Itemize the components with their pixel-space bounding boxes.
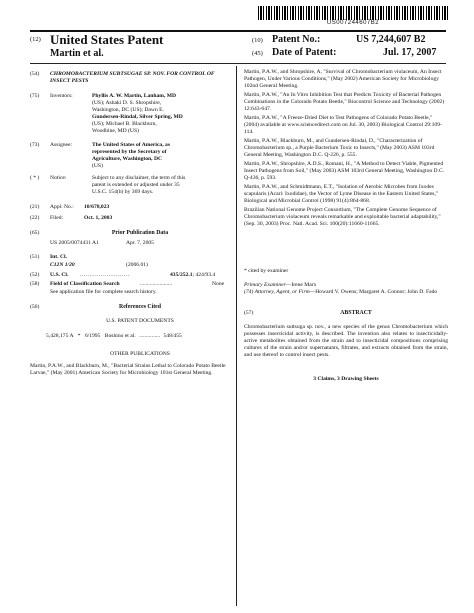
patent-no-label: Patent No.: (272, 34, 321, 45)
f54-code: (54) (30, 71, 40, 77)
assignee-label: Assignee: (50, 142, 73, 148)
examiners (244, 282, 448, 296)
field-search-note: See application file for complete search history. (50, 289, 157, 295)
claims-summary: 3 Claims, 3 Drawing Sheets (313, 376, 379, 382)
authors: Martin et al. (50, 48, 104, 59)
inventors-label: Inventors: (50, 93, 73, 99)
int-cl-label: Int. Cl. (50, 254, 67, 260)
assignee-value (92, 142, 232, 170)
column-divider (236, 66, 237, 606)
other-pubs-title: OTHER PUBLICATIONS (110, 351, 170, 357)
abstract-text: Chromobacterium suttsuga sp. nov., a new species of the genus Chromobacterium which possesses insecticidal activity, is described. The invention also relates to insecticidally-active metabolites obtained from the strain and to insecticidal compositions comprising cultures of the strain and/or supernatants, filtrates, and extracts obtained from the strain, and use thereof to control insect pests. (244, 324, 448, 358)
reference-item: Martin, P.A.W., Blackburn, M., and Gundersen-Rindal, D., "Characterization of Chromobacterium sp., a Purple Bacterium Toxic to Insects," (May 2003) ASM 103rd General Meeting, Washington D.C. Q-226, p. 555. (244, 138, 435, 158)
invention-title-text: CHROMOBACTERIUM SUBTSUGAE SP. NOV. FOR CONTROL OF INSECT PESTS (50, 71, 215, 84)
f56-code: (56) (30, 304, 40, 310)
notice-line: U.S.C. 154(b) by 369 days. (92, 189, 154, 195)
us-doc-class: 548/455 (163, 333, 182, 339)
prior-pub-date: Apr. 7, 2005 (126, 240, 154, 246)
us-cl-rest: ; 424/93.4 (192, 272, 216, 278)
us-doc-number: 5,428,175 A (46, 333, 74, 339)
us-doc-dots: ............... (139, 333, 161, 339)
f22-code: (22) (30, 215, 40, 221)
us-cl-dots: .......................... (80, 272, 130, 278)
f65-code: (65) (30, 230, 40, 236)
attorney-label: (74) Attorney, Agent, or Firm (244, 289, 310, 295)
header-bottom-rule (30, 63, 446, 64)
attorney-line (244, 289, 448, 296)
cited-by-examiner: * cited by examiner (244, 268, 289, 274)
reference-item: Martin, P.A.W., Shropshire, A.D.S., Romani, H., "A Method to Detect Viable, Pigmented Insect Pathogens from Soil," (May 2003) ASM 103rd General Meeting, Washington D.C. Q-436, p. 593. (244, 161, 445, 181)
references-continued (244, 69, 448, 230)
filed-date: Oct. 1, 2003 (84, 215, 113, 221)
us-doc-star: * (77, 333, 81, 339)
assignee-line: Agriculture, Washington, DC (92, 156, 163, 162)
date-code: (45) (252, 50, 263, 57)
barcode-number: US007244607B2 (326, 20, 380, 26)
inventor-line: Phyllis A. W. Martin, Lanham, MD (92, 93, 177, 99)
us-doc-name: Boshino et al. (104, 333, 136, 339)
patent-no-code: (10) (252, 37, 263, 44)
patent-number: US 7,244,607 B2 (356, 34, 426, 45)
assignee-line: represented by the Secretary of (92, 149, 167, 155)
inventor-line: Woodbine, MD (US) (92, 128, 139, 134)
reference-item: Martin, P.A.W., "A Freeze-Dried Diet to Test Pathogens of Colorado Potato Beetle," (2004) available at www.sciencedirect.com on Jul. 30, 2003) Biological Control 29:109-114. (244, 115, 442, 135)
document-kind: United States Patent (50, 32, 164, 47)
notice-code: ( * ) (30, 175, 40, 181)
inventors-list (92, 93, 232, 135)
filed-label: Filed: (50, 215, 64, 221)
f75-code: (75) (30, 93, 40, 99)
prior-pub-number: US 2005/0074431 A1 (50, 240, 99, 246)
kind-code: (12) (30, 36, 41, 43)
reference-item: Brazilian National Genome Project Consortium, "The Complete Genome Sequence of Chromobacterium violaceum reveals remarkable and exploitable bacterial adaptability," (Sep. 30, 2003) Proc. Natl. Acad. Sci. 100(20):11660-11665. (244, 207, 441, 227)
us-cl-value: 435/252.1 (170, 272, 193, 278)
notice-line: Subject to any disclaimer, the term of this (92, 175, 186, 181)
date-label: Date of Patent: (272, 47, 337, 58)
appl-label: Appl. No.: (50, 204, 74, 210)
us-cl-label: U.S. Cl. (50, 272, 69, 278)
int-cl-year: (2006.01) (126, 262, 148, 268)
f51-code: (51) (30, 254, 40, 260)
f58-code: (58) (30, 281, 40, 287)
barcode (258, 6, 448, 20)
us-docs-title: U.S. PATENT DOCUMENTS (106, 318, 174, 324)
primary-examiner-label: Primary Examiner (244, 282, 286, 288)
notice-label: Notice: (50, 175, 67, 181)
patent-date: Jul. 17, 2007 (383, 47, 437, 58)
field-search-dots: ....................... (140, 281, 173, 287)
reference-item: Martin, P.A.W., and Shropshire, A. "Survival of Chromobacterium violaceum, An Insect Pathogen, Under Various Conditions," (May 2002) American Society for Microbiology 102nd General Meeting. (244, 69, 442, 89)
abstract-title: ABSTRACT (340, 310, 372, 316)
us-doc-date: 6/1995 (84, 333, 101, 339)
assignee-line: (US) (92, 163, 103, 169)
inventor-line: (US); Ashaki D. S. Shropshire, (92, 100, 162, 106)
reference-item: Martin, P.A.W., and Schmidtmann, E.T., "Isolation of Aerobic Microbes from Ixodes scapularis (Acari: Ixodidae), the Vector of Lyme Disease in the Eastern United States," Biological and Microbial Control (1998) 91(4):864-868. (244, 184, 439, 204)
primary-examiner-name: —Irene Marx (285, 282, 317, 288)
int-cl-class: C12N 1/20 (50, 262, 75, 268)
f73-code: (73) (30, 142, 40, 148)
notice-line: patent is extended or adjusted under 35 (92, 182, 180, 188)
f21-code: (21) (30, 204, 40, 210)
us-cl-value-wrap (170, 272, 215, 279)
other-pub-1: Martin, P.A.W., and Blackburn, M., "Bacterial Strains Lethal to Colorado Potato Beetle Larvae," (May 2001) American Society for Microbiology 101st General Meeting. (30, 363, 226, 376)
inventor-line: Gundersen-Rindal, Silver Spring, MD (92, 114, 183, 120)
primary-examiner-line (244, 282, 448, 289)
assignee-line: The United States of America, as (92, 142, 170, 148)
inventor-line: (US); Michael B. Blackburn, (92, 121, 157, 127)
reference-item: Martin, P.A.W., "An In Vitro Inhibition Test that Predicts Toxicity of Bacterial Pathogen Combinations in the Colorado Potato Beetle," Biocontrol Science and Technology (2002) 12:643-647. (244, 92, 445, 112)
invention-title (50, 71, 228, 85)
prior-pub-title: Prior Publication Data (111, 230, 169, 236)
attorney-names: —Howard V. Owens; Margaret A. Connor; John D. Fado (309, 289, 438, 295)
references-title: References Cited (119, 304, 161, 310)
notice-text (92, 175, 232, 196)
field-search-label: Field of Classification Search (50, 281, 120, 287)
abstract-code: (57) (244, 310, 254, 316)
inventor-line: Washington, DC (US); Dawn E. (92, 107, 164, 113)
f52-code: (52) (30, 272, 40, 278)
us-doc-row (46, 333, 232, 340)
appl-number: 10/678,023 (84, 204, 110, 210)
field-search-value: None (212, 281, 225, 287)
